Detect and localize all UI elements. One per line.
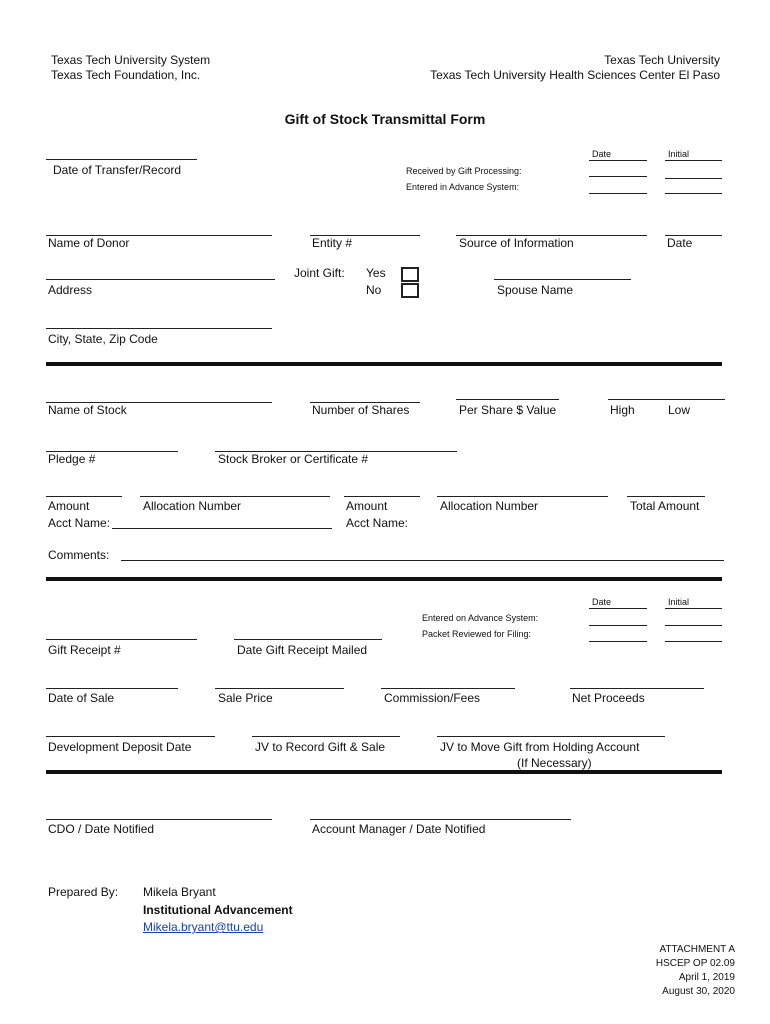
joint-gift-yes-label: Yes (366, 266, 386, 280)
gift-receipt-line[interactable] (46, 639, 197, 640)
date-of-sale-label: Date of Sale (48, 691, 115, 705)
preparer-email-link[interactable]: Mikela.bryant@ttu.edu (143, 920, 264, 934)
sale-price-line[interactable] (215, 688, 344, 689)
processing-initial-header-line (665, 160, 722, 161)
footer-policy: HSCEP OP 02.09 (655, 958, 735, 969)
entered-advance-label: Entered on Advance System: (422, 613, 539, 623)
net-proceeds-line[interactable] (570, 688, 704, 689)
per-share-label: Per Share $ Value (459, 403, 557, 417)
packet-reviewed-label: Packet Reviewed for Filing: (422, 629, 532, 639)
source-label: Source of Information (459, 236, 574, 250)
sale-price-label: Sale Price (218, 691, 273, 705)
address-label: Address (48, 283, 93, 297)
allocation1-label: Allocation Number (143, 499, 242, 513)
low-label: Low (668, 403, 691, 417)
footer-date2: August 30, 2020 (662, 986, 735, 997)
date-of-transfer-line[interactable] (46, 159, 197, 160)
section-divider-1 (46, 362, 722, 366)
header-left-line2: Texas Tech Foundation, Inc. (51, 68, 201, 82)
comments-label: Comments: (48, 548, 110, 562)
account-manager-label: Account Manager / Date Notified (312, 822, 486, 836)
dev-deposit-label: Development Deposit Date (48, 740, 192, 754)
spouse-name-label: Spouse Name (497, 283, 574, 297)
entered-initial-line[interactable] (665, 193, 722, 194)
prepared-by-label: Prepared By: (48, 885, 119, 899)
received-label: Received by Gift Processing: (406, 166, 522, 176)
acct-name1-line[interactable] (112, 528, 332, 529)
acct-name1-label: Acct Name: (48, 516, 111, 530)
section-divider-3 (46, 770, 722, 774)
amount1-line[interactable] (46, 496, 122, 497)
joint-gift-label: Joint Gift: (294, 266, 345, 280)
entered-label: Entered in Advance System: (406, 182, 520, 192)
amount2-line[interactable] (344, 496, 420, 497)
header-right-line1: Texas Tech University (604, 53, 720, 67)
processing2-date-header-line (589, 608, 647, 609)
date-receipt-mailed-line[interactable] (234, 639, 382, 640)
account-manager-line[interactable] (310, 819, 571, 820)
high-low-line[interactable] (608, 399, 725, 400)
entered-date-line[interactable] (589, 193, 647, 194)
commission-label: Commission/Fees (384, 691, 481, 705)
amount1-label: Amount (48, 499, 90, 513)
processing-date-header-line (589, 160, 647, 161)
cdo-line[interactable] (46, 819, 272, 820)
gift-receipt-label: Gift Receipt # (48, 643, 121, 657)
entity-label: Entity # (312, 236, 353, 250)
allocation2-label: Allocation Number (440, 499, 539, 513)
jv-move-label: JV to Move Gift from Holding Account (440, 740, 640, 754)
received-initial-line[interactable] (665, 178, 722, 179)
section-divider-2 (46, 577, 722, 581)
date-of-sale-line[interactable] (46, 688, 178, 689)
processing2-initial-header: Initial (668, 597, 690, 607)
dev-deposit-line[interactable] (46, 736, 215, 737)
cdo-label: CDO / Date Notified (48, 822, 155, 836)
spouse-name-line[interactable] (494, 279, 631, 280)
commission-line[interactable] (381, 688, 515, 689)
amount2-label: Amount (346, 499, 388, 513)
per-share-line[interactable] (456, 399, 559, 400)
city-state-zip-label: City, State, Zip Code (48, 332, 158, 346)
pledge-label: Pledge # (48, 452, 96, 466)
entered-advance-date-line[interactable] (589, 625, 647, 626)
if-necessary-label: (If Necessary) (517, 756, 592, 770)
name-of-stock-label: Name of Stock (48, 403, 127, 417)
processing-date-header: Date (592, 149, 612, 159)
date-of-transfer-label: Date of Transfer/Record (53, 163, 182, 177)
header-right-line2: Texas Tech University Health Sciences Center El Paso (430, 68, 720, 82)
high-label: High (610, 403, 635, 417)
donor-date-label: Date (667, 236, 693, 250)
date-receipt-mailed-label: Date Gift Receipt Mailed (237, 643, 368, 657)
joint-gift-no-checkbox[interactable] (401, 283, 419, 298)
received-date-line[interactable] (589, 176, 647, 177)
address-line[interactable] (46, 279, 275, 280)
packet-reviewed-initial-line[interactable] (665, 641, 722, 642)
header-left-line1: Texas Tech University System (51, 53, 211, 67)
allocation1-line[interactable] (140, 496, 330, 497)
joint-gift-no-label: No (366, 283, 382, 297)
total-amount-line[interactable] (627, 496, 705, 497)
processing2-date-header: Date (592, 597, 612, 607)
acct-name2-label: Acct Name: (346, 516, 409, 530)
comments-line[interactable] (121, 560, 724, 561)
preparer-department: Institutional Advancement (143, 903, 293, 917)
broker-label: Stock Broker or Certificate # (218, 452, 369, 466)
allocation2-line[interactable] (437, 496, 608, 497)
jv-record-label: JV to Record Gift & Sale (255, 740, 386, 754)
form-title: Gift of Stock Transmittal Form (284, 111, 486, 127)
net-proceeds-label: Net Proceeds (572, 691, 645, 705)
footer-date1: April 1, 2019 (678, 972, 735, 983)
number-of-shares-label: Number of Shares (312, 403, 410, 417)
jv-record-line[interactable] (252, 736, 400, 737)
name-of-donor-label: Name of Donor (48, 236, 130, 250)
footer-attachment: ATTACHMENT A (659, 944, 735, 955)
packet-reviewed-date-line[interactable] (589, 641, 647, 642)
preparer-name: Mikela Bryant (143, 885, 216, 899)
city-state-zip-line[interactable] (46, 328, 272, 329)
entered-advance-initial-line[interactable] (665, 625, 722, 626)
processing2-initial-header-line (665, 608, 722, 609)
processing-initial-header: Initial (668, 149, 690, 159)
joint-gift-yes-checkbox[interactable] (401, 267, 419, 282)
total-amount-label: Total Amount (630, 499, 700, 513)
jv-move-line[interactable] (437, 736, 665, 737)
